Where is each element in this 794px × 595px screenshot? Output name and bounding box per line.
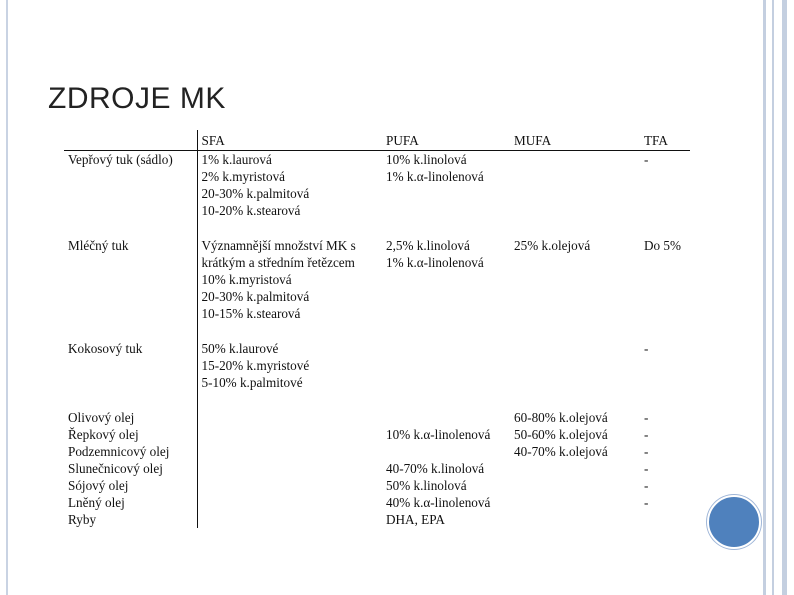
- spacer-cell: [510, 219, 640, 237]
- pufa-cell-line: 10% k.α-linolenová: [386, 427, 491, 442]
- tfa-cell: [640, 511, 690, 528]
- spacer-cell: [382, 322, 510, 340]
- mufa-cell: [510, 511, 640, 528]
- sfa-cell: [197, 477, 382, 494]
- spacer-cell: [197, 219, 382, 237]
- food-source-cell: Sójový olej: [68, 478, 129, 493]
- spacer-cell: [640, 219, 690, 237]
- table-spacer-row: [64, 322, 690, 340]
- spacer-cell: [64, 219, 197, 237]
- column-header-source: [64, 130, 197, 151]
- slide-frame-left-line: [6, 0, 8, 595]
- mufa-cell-line: 50-60% k.olejová: [514, 427, 608, 442]
- column-header-tfa: TFA: [640, 130, 690, 151]
- mufa-cell: [510, 443, 640, 460]
- sfa-cell-line: 15-20% k.myristové: [201, 358, 310, 373]
- pufa-cell: [382, 340, 510, 391]
- sfa-cell-line: 10-20% k.stearová: [201, 203, 301, 218]
- spacer-cell: [510, 322, 640, 340]
- table-row: [64, 443, 690, 460]
- table-spacer-row: [64, 391, 690, 409]
- food-source-cell: Řepkový olej: [68, 427, 139, 442]
- food-source-cell: Lněný olej: [68, 495, 125, 510]
- column-header-mufa: MUFA: [510, 130, 640, 151]
- spacer-cell: [64, 391, 197, 409]
- tfa-cell: Do 5%: [644, 238, 681, 253]
- sfa-cell: [197, 511, 382, 528]
- table-row: [64, 511, 690, 528]
- pufa-cell-line: 50% k.linolová: [386, 478, 467, 493]
- mufa-cell: [510, 340, 640, 391]
- mufa-cell-line: 60-80% k.olejová: [514, 410, 608, 425]
- table-row: [64, 237, 690, 322]
- sfa-cell-line: 10-15% k.stearová: [201, 306, 301, 321]
- spacer-cell: [64, 322, 197, 340]
- pufa-cell-line: 2,5% k.linolová: [386, 238, 470, 253]
- sfa-cell: [197, 237, 382, 322]
- table-row: [64, 340, 690, 391]
- table-row: [64, 494, 690, 511]
- food-source-cell: Ryby: [68, 512, 97, 527]
- table-row: [64, 426, 690, 443]
- spacer-cell: [640, 322, 690, 340]
- tfa-cell: -: [644, 444, 649, 459]
- pufa-cell-line: 40-70% k.linolová: [386, 461, 485, 476]
- mufa-cell: [510, 494, 640, 511]
- table-spacer-row: [64, 219, 690, 237]
- pufa-cell: [382, 511, 510, 528]
- spacer-cell: [197, 391, 382, 409]
- pufa-cell-line: 1% k.α-linolenová: [386, 255, 484, 270]
- spacer-cell: [382, 219, 510, 237]
- pufa-cell: [382, 151, 510, 220]
- table-row: [64, 460, 690, 477]
- pufa-cell-line: 10% k.linolová: [386, 152, 467, 167]
- pufa-cell-line: DHA, EPA: [386, 512, 445, 527]
- decorative-circle: [707, 495, 761, 549]
- sfa-cell: [197, 494, 382, 511]
- table-row: [64, 409, 690, 426]
- pufa-cell: [382, 443, 510, 460]
- sfa-cell: [197, 340, 382, 391]
- pufa-cell-line: 1% k.α-linolenová: [386, 169, 484, 184]
- mufa-cell: [510, 409, 640, 426]
- sfa-cell-line: 2% k.myristová: [201, 169, 286, 184]
- food-source-cell: Mléčný tuk: [68, 238, 129, 253]
- tfa-cell: -: [644, 495, 649, 510]
- tfa-cell: -: [644, 478, 649, 493]
- pufa-cell: [382, 409, 510, 426]
- mufa-cell-line: 25% k.olejová: [514, 238, 591, 253]
- pufa-cell: [382, 237, 510, 322]
- mufa-cell: [510, 426, 640, 443]
- tfa-cell: -: [644, 341, 649, 356]
- column-header-sfa: SFA: [197, 130, 382, 151]
- column-header-pufa: PUFA: [382, 130, 510, 151]
- pufa-cell-line: 40% k.α-linolenová: [386, 495, 491, 510]
- slide-title: ZDROJE MK: [48, 82, 226, 115]
- mufa-cell: [510, 460, 640, 477]
- fatty-acid-sources-table: [64, 130, 690, 550]
- sfa-cell: [197, 426, 382, 443]
- food-source-cell: Olivový olej: [68, 410, 135, 425]
- food-source-cell: Vepřový tuk (sádlo): [68, 152, 173, 167]
- mufa-cell: [510, 151, 640, 220]
- slide-frame-right-line: [782, 0, 787, 595]
- spacer-cell: [197, 322, 382, 340]
- sfa-cell-line: 10% k.myristová: [201, 272, 292, 287]
- food-source-cell: Slunečnicový olej: [68, 461, 163, 476]
- table-header-row: [64, 130, 690, 151]
- sfa-cell-line: 20-30% k.palmitová: [201, 186, 310, 201]
- tfa-cell: -: [644, 410, 649, 425]
- mufa-cell: [510, 477, 640, 494]
- sfa-cell: [197, 460, 382, 477]
- sfa-cell: [197, 151, 382, 220]
- sfa-cell-line: 50% k.laurové: [201, 341, 279, 356]
- tfa-cell: -: [644, 427, 649, 442]
- sfa-cell-line: 5-10% k.palmitové: [201, 375, 303, 390]
- food-source-cell: Podzemnicový olej: [68, 444, 170, 459]
- slide-frame-right-line: [772, 0, 774, 595]
- table-row: [64, 151, 690, 220]
- sfa-cell-line: krátkým a středním řetězcem: [201, 255, 355, 270]
- spacer-cell: [640, 391, 690, 409]
- table-row: [64, 477, 690, 494]
- pufa-cell: [382, 477, 510, 494]
- sfa-cell: [197, 409, 382, 426]
- tfa-cell: -: [644, 152, 649, 167]
- food-source-cell: Kokosový tuk: [68, 341, 143, 356]
- sfa-cell-line: 20-30% k.palmitová: [201, 289, 310, 304]
- spacer-cell: [510, 391, 640, 409]
- pufa-cell: [382, 426, 510, 443]
- spacer-cell: [382, 391, 510, 409]
- mufa-cell-line: 40-70% k.olejová: [514, 444, 608, 459]
- sfa-cell-line: Významnější množství MK s: [201, 238, 356, 253]
- tfa-cell: -: [644, 461, 649, 476]
- pufa-cell: [382, 460, 510, 477]
- sfa-cell: [197, 443, 382, 460]
- pufa-cell: [382, 494, 510, 511]
- slide-frame-right-line: [763, 0, 766, 595]
- mufa-cell: [510, 237, 640, 322]
- sfa-cell-line: 1% k.laurová: [201, 152, 272, 167]
